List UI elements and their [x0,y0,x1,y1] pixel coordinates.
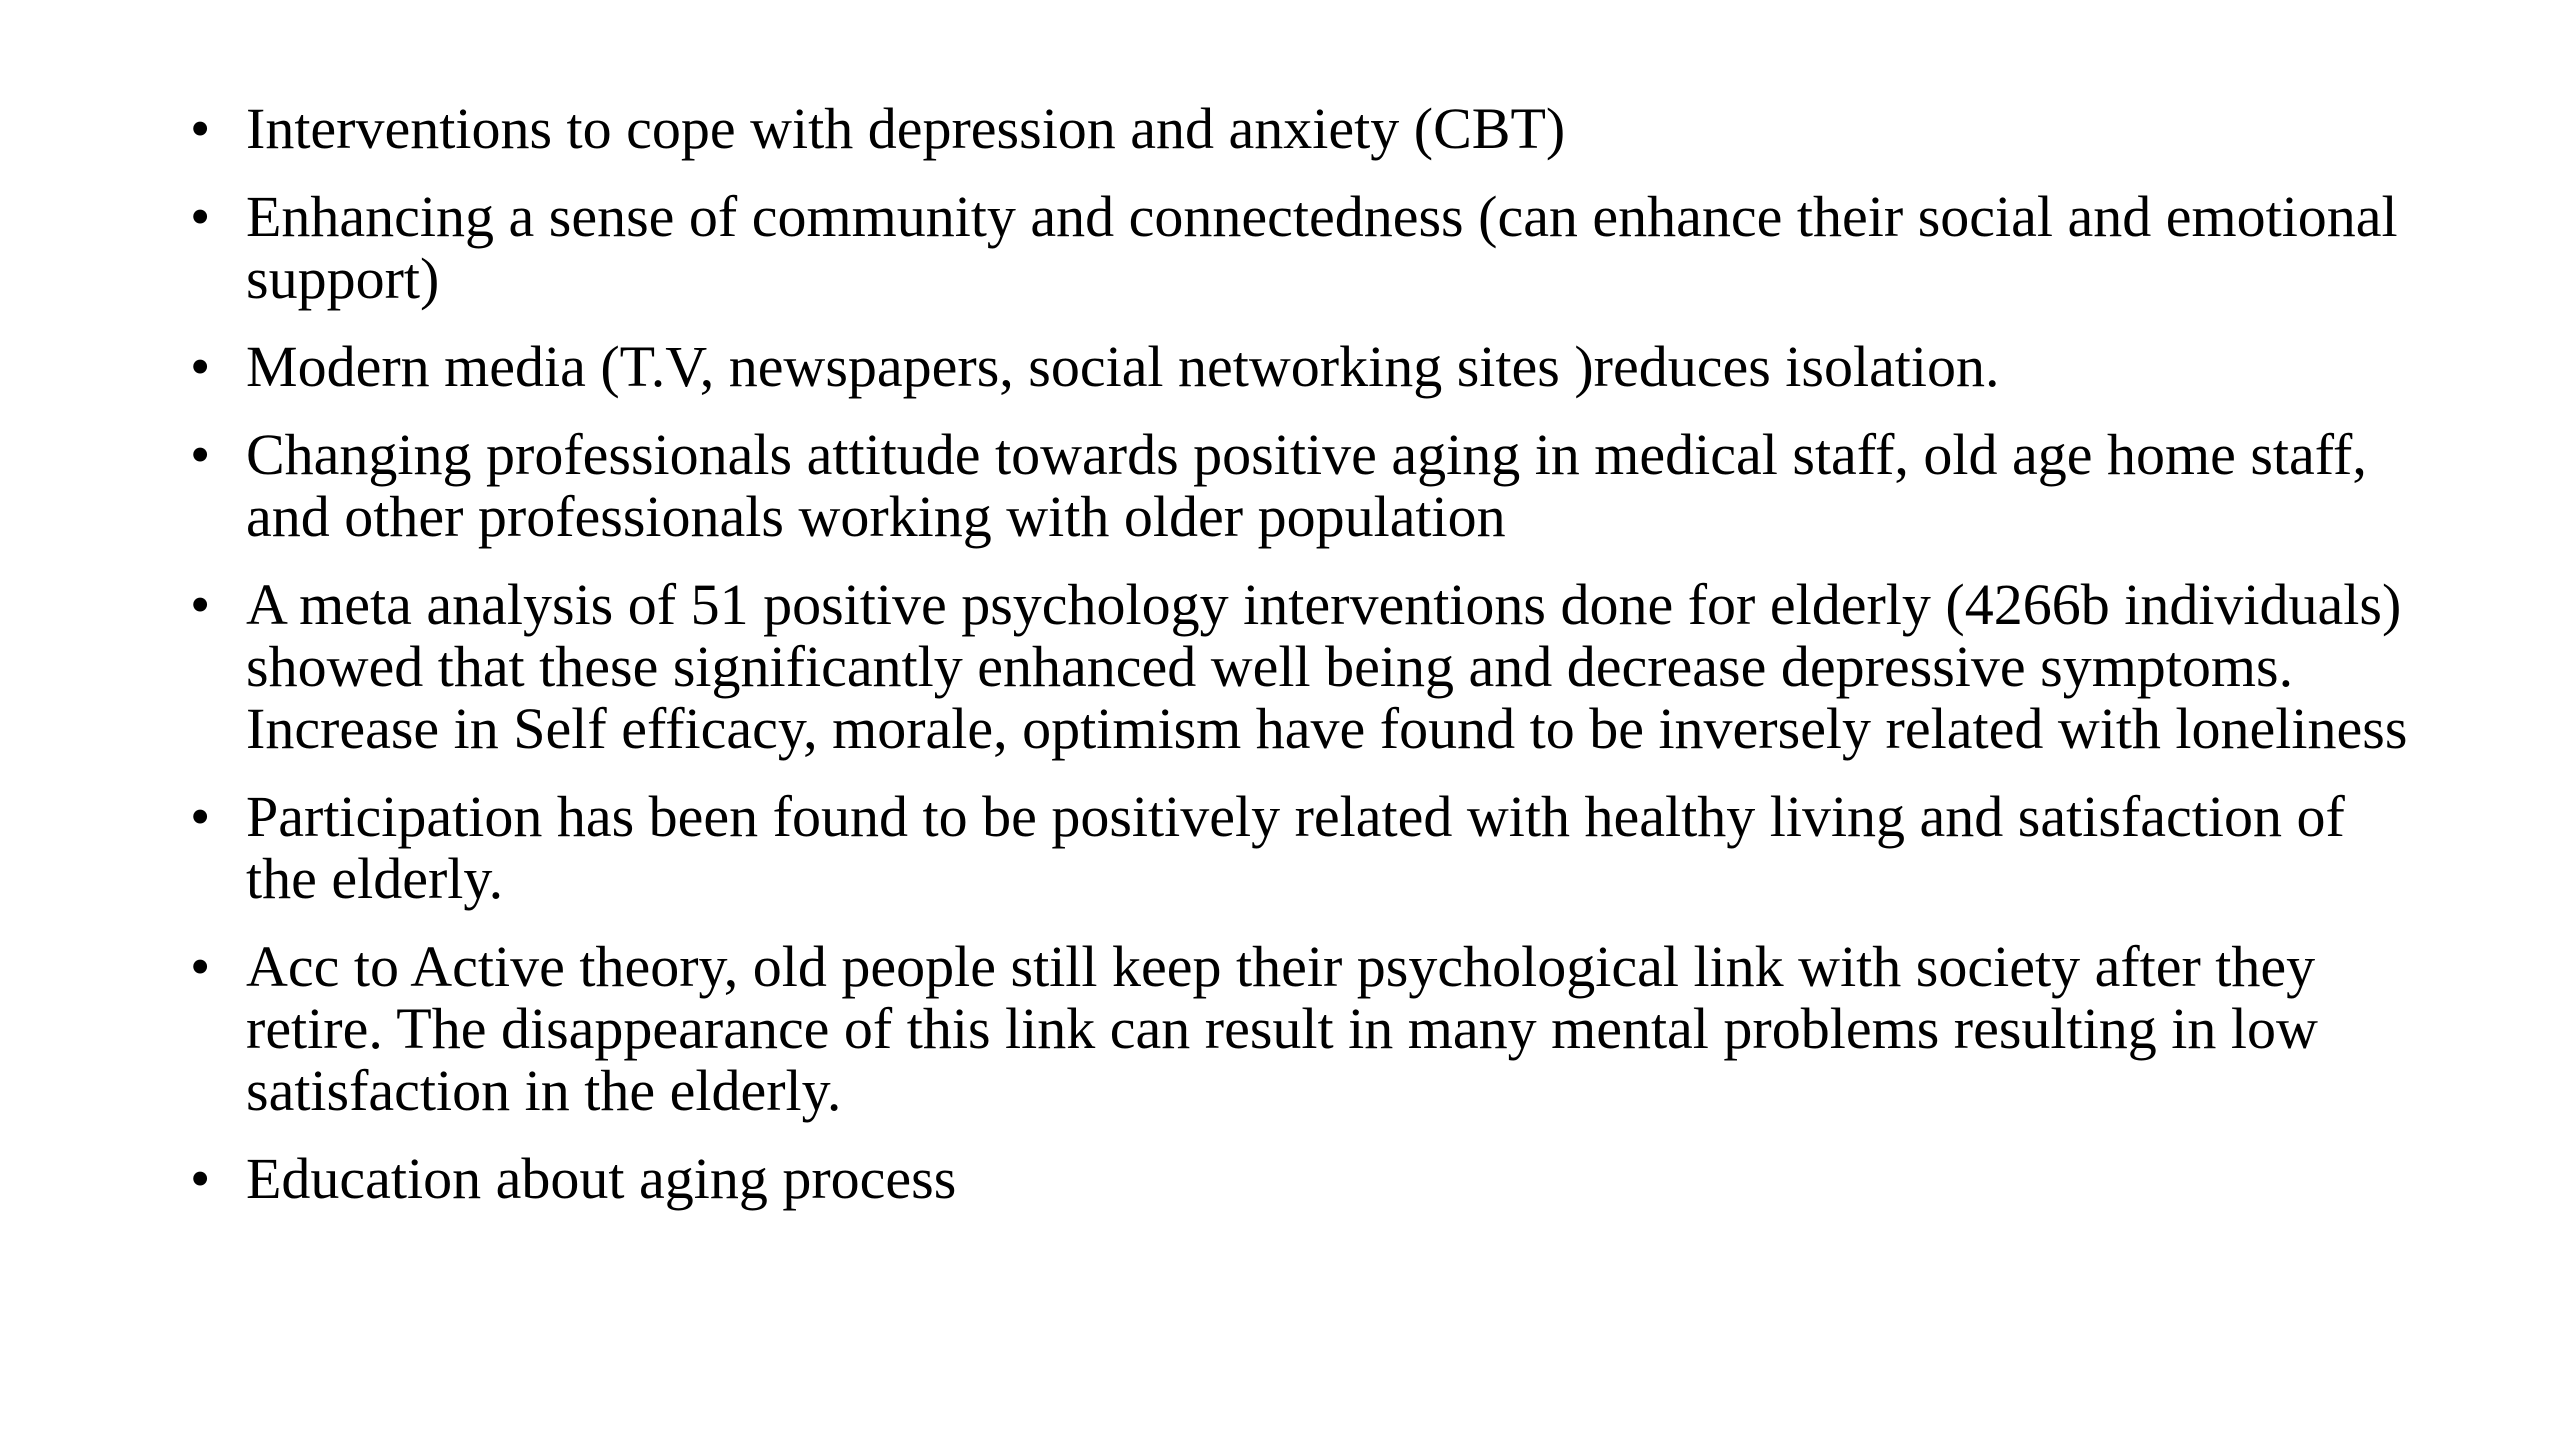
bullet-icon: • [190,784,211,849]
bullet-item [190,574,2430,760]
bullet-icon: • [190,934,211,999]
bullet-text: Enhancing a sense of community and connectedness (can enhance their social and emotional support) [246,184,2398,311]
bullet-text: Participation has been found to be positively related with healthy living and satisfaction of the elderly. [246,784,2345,911]
bullet-text: Modern media (T.V, newspapers, social networking sites )reduces isolation. [246,334,2000,399]
bullet-item [190,786,2430,910]
bullet-icon: • [190,96,211,161]
bullet-icon: • [190,572,211,637]
bullet-text: Education about aging process [246,1146,957,1211]
bullet-text: Acc to Active theory, old people still keep their psychological link with society after they retire. The disappearance of this link can result in many mental problems resulting in low satisfaction in the elderly. [246,934,2318,1123]
bullet-item [190,936,2430,1122]
bullet-item [190,424,2430,548]
bullet-item [190,186,2430,310]
bullet-icon: • [190,1146,211,1211]
bullet-item [190,98,2430,160]
bullet-icon: • [190,184,211,249]
bullet-icon: • [190,334,211,399]
bullet-list [190,98,2430,1236]
bullet-item [190,336,2430,398]
bullet-text: A meta analysis of 51 positive psychology interventions done for elderly (4266b individuals) showed that these significantly enhanced well being and decrease depressive symptoms. Increase in Self efficacy, morale, optimism have found to be inversely related with loneliness [246,572,2408,761]
bullet-text: Interventions to cope with depression and anxiety (CBT) [246,96,1566,161]
bullet-item [190,1148,2430,1210]
bullet-icon: • [190,422,211,487]
bullet-text: Changing professionals attitude towards positive aging in medical staff, old age home staff, and other professionals working with older population [246,422,2367,549]
